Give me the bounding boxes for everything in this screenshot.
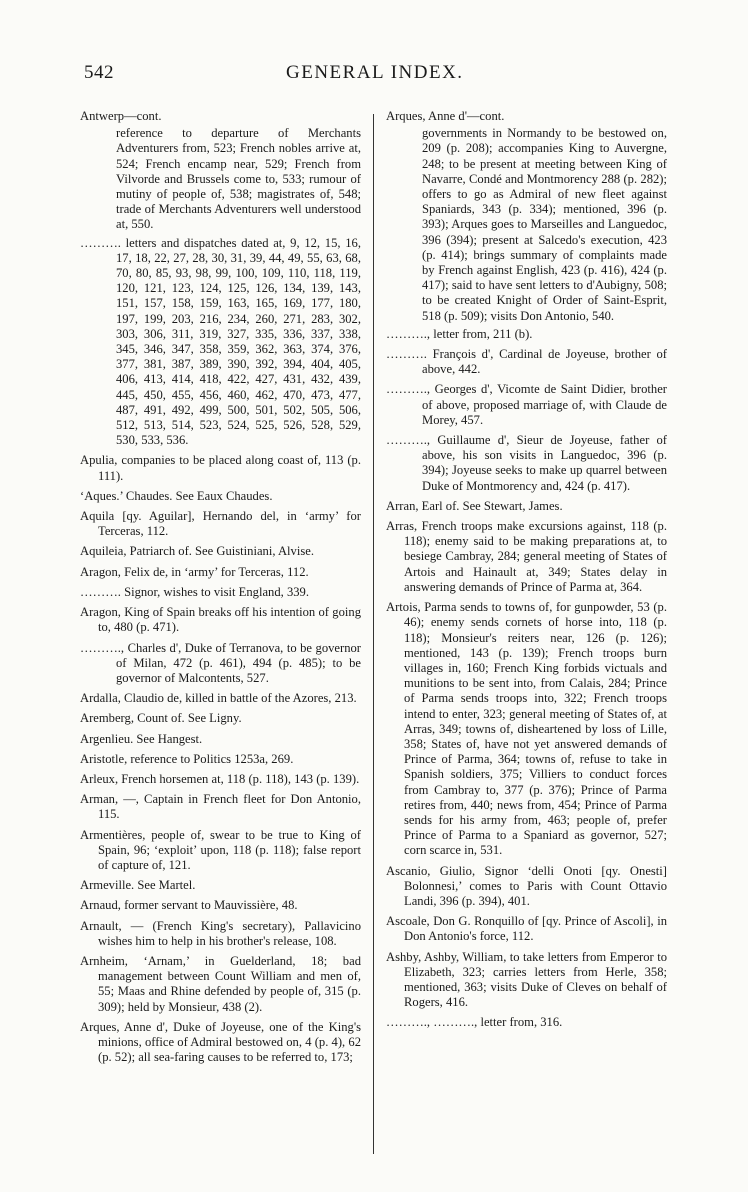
index-subentry: ………., Georges d', Vicomte de Saint Didier, brother of above, proposed marriage of, with Claude de Morey, 457. (386, 382, 667, 427)
index-entry: Apulia, companies to be placed along coast of, 113 (p. 111). (80, 453, 361, 483)
index-subentry: ………., Guillaume d', Sieur de Joyeuse, father of above, his son visits in Languedoc, 396 (p. 394); Joyeuse seeks to make up quarrel between Duke of Montmorency and, 424 (p. 417). (386, 433, 667, 493)
index-entry: Arleux, French horsemen at, 118 (p. 118), 143 (p. 139). (80, 771, 360, 786)
index-column-left (80, 109, 361, 1070)
index-subentry: ………. François d', Cardinal de Joyeuse, brother of above, 442. (386, 347, 667, 377)
running-head: GENERAL INDEX. (286, 62, 464, 83)
index-entry: Ashby, Ashby, William, to take letters from Emperor to Elizabeth, 323; carries letters from Herle, 358; mentioned, 363; visits Duke of Cleves on behalf of Rogers, 416. (386, 949, 667, 1010)
index-entry: Arnheim, ‘Arnam,’ in Guelderland, 18; bad management between Count William and men of, 55; Maas and Rhine defended by people of, 315 (p. 309); held by Monsieur, 438 (2). (80, 953, 361, 1014)
index-entry: Arras, French troops make excursions against, 118 (p. 118); enemy said to be making preparations at, to besiege Cambray, 284; general meeting of States of Artois and Hainault at, 349; States delay in answering demands of Prince of Parma at, 364. (386, 519, 667, 594)
index-entry: Aquila [qy. Aguilar], Hernando del, in ‘army’ for Terceras, 112. (80, 509, 361, 539)
index-entry: Aristotle, reference to Politics 1253a, 269. (80, 751, 294, 766)
index-entry: Arques, Anne d', Duke of Joyeuse, one of the King's minions, office of Admiral bestowed on, 4 (p. 4), 62 (p. 52); all sea-faring causes to be referred to, 173; (80, 1019, 361, 1065)
index-entry: Aquileia, Patriarch of. See Guistiniani, Alvise. (80, 544, 314, 559)
index-entry: Arran, Earl of. See Stewart, James. (386, 498, 563, 513)
index-entry: Armeville. See Martel. (80, 878, 196, 893)
index-entry: Arnault, — (French King's secretary), Pallavicino wishes him to help in his brother's release, 108. (80, 918, 361, 948)
index-subentry: ………., letter from, 211 (b). (386, 326, 533, 341)
index-subentry: ………., ………., letter from, 316. (386, 1015, 563, 1030)
index-entry: Aragon, King of Spain breaks off his intention of going to, 480 (p. 471). (80, 605, 361, 635)
column-divider (373, 114, 374, 1154)
index-entry: Ardalla, Claudio de, killed in battle of the Azores, 213. (80, 691, 357, 706)
index-entry: Argenlieu. See Hangest. (80, 731, 203, 746)
index-entry: Arnaud, former servant to Mauvissière, 48. (80, 898, 298, 913)
index-column-right (386, 109, 667, 1036)
index-entry: Aragon, Felix de, in ‘army’ for Terceras, 112. (80, 564, 309, 579)
continued-heading: Arques, Anne d'—cont. (386, 109, 505, 123)
index-entry: Aremberg, Count of. See Ligny. (80, 711, 242, 726)
index-entry: Ascanio, Giulio, Signor ‘delli Onoti [qy. Onesti] Bolonnesi,’ comes to Paris with Count Ottavio Landi, 396 (p. 394), 401. (386, 863, 667, 908)
index-entry: Artois, Parma sends to towns of, for gunpowder, 53 (p. 46); enemy sends cornets of horse into, 118 (p. 118); Monsieur's reiters near, 126 (p. 126); mentioned, 143 (p. 139); French troops burn villages in, 160; French King forbids victuals and munitions to be sent into, from Calais, 284; Prince of Parma sends troops into, 322; French troops intend to enter, 323; general meeting of States of, at Arras, 349; towns of, disheartened by loss of Lille, 358; States of, have not yet answered demands of Prince of Parma, 364; towns of, refuse to take in Spanish soldiers, 375; Villiers to conduct forces from Cambray to, 377 (p. 376); Prince of Parma retires from, 440; news from, 454; Prince of Parma sends for his army from, 463; people of, prefer Prince of Parma to a Spaniard as governor, 527; corn scarce in, 531. (386, 600, 667, 858)
index-subentry: ………. letters and dispatches dated at, 9, 12, 15, 16, 17, 18, 22, 27, 28, 30, 31, 39, 44, 49, 55, 63, 68, 70, 80, 85, 93, 98, 99, 100, 109, 110, 118, 119, 120, 121, 123, 124, 125, 126, 134, 139, 143, 151, 157, 158, 159, 163, 165, 169, 177, 180, 197, 199, 203, 216, 234, 260, 271, 283, 302, 303, 306, 311, 319, 327, 335, 336, 337, 338, 345, 346, 347, 358, 359, 362, 363, 374, 376, 377, 381, 387, 389, 390, 392, 394, 404, 405, 406, 413, 414, 418, 422, 427, 431, 432, 439, 445, 450, 455, 456, 460, 462, 470, 473, 477, 487, 491, 492, 499, 500, 501, 502, 505, 506, 512, 513, 514, 523, 524, 525, 526, 528, 529, 530, 533, 536. (80, 235, 361, 448)
continued-heading: Antwerp—cont. (80, 109, 162, 123)
continued-text: reference to departure of Merchants Adventurers from, 523; French nobles arrive at, 524; French encamp near, 529; French from Vilvorde and Brussels come to, 533; rumour of mutiny of people of, 538; magistrates of, 548; trade of Merchants Adventurers well understood at, 550. (116, 126, 361, 232)
page-number: 542 (84, 62, 114, 83)
index-entry: ‘Aques.’ Chaudes. See Eaux Chaudes. (80, 488, 273, 503)
index-entry: Ascoale, Don G. Ronquillo of [qy. Prince of Ascoli], in Don Antonio's force, 112. (386, 914, 667, 944)
index-subentry: ………. Signor, wishes to visit England, 339. (80, 584, 309, 599)
index-subentry: ………., Charles d', Duke of Terranova, to be governor of Milan, 472 (p. 461), 494 (p. 485); to be governor of Malcontents, 527. (80, 640, 361, 685)
index-entry: Arman, —, Captain in French fleet for Don Antonio, 115. (80, 792, 361, 822)
continued-text: governments in Normandy to be bestowed on, 209 (p. 208); accompanies King to Auvergne, 248; to be present at meeting between King of Navarre, Condé and Montmorency 288 (p. 282); offers to go as Admiral of new fleet against Spaniards, 343 (p. 334); mentioned, 396 (p. 393); Arques goes to Marseilles and Languedoc, 396 (394); present at Salcedo's execution, 423 (p. 414); brings summary of complaints made by French against English, 423 (p. 416), 424 (p. 417); said to have sent letters to d'Aubigny, 508; to be created Knight of Order of Saint-Esprit, 518 (p. 509); visits Don Antonio, 540. (422, 126, 667, 323)
index-entry: Armentières, people of, swear to be true to King of Spain, 96; ‘exploit’ upon, 118 (p. 118); false report of capture of, 121. (80, 827, 361, 872)
